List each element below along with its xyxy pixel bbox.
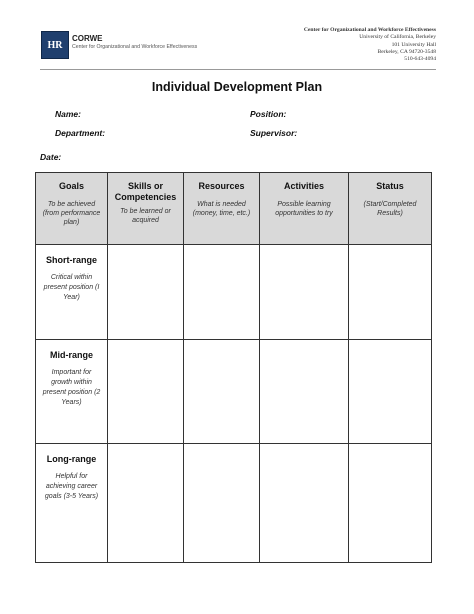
logo-name: CORWE [72,34,103,43]
column-subtitle: Possible learning opportunities to try [275,201,333,217]
row-title: Short-range [45,255,97,265]
header-skills [108,173,184,245]
page-title: Individual Development Plan [151,80,323,94]
row-label [36,245,108,340]
skills-cell[interactable] [108,245,184,340]
header-divider [40,69,436,70]
column-subtitle: To be learned or acquired [120,208,171,224]
address-line: 101 University Hall [391,41,436,48]
address-line: Berkeley, CA 94720-3548 [377,48,436,55]
header-activities [260,173,349,245]
supervisor-label: Supervisor: [250,128,298,138]
status-cell[interactable] [349,245,432,340]
activities-cell[interactable] [260,340,349,444]
table-row-long-range [36,444,432,563]
column-title: Resources [198,181,245,191]
row-label [36,444,108,563]
activities-cell[interactable] [260,444,349,563]
logo-subtitle: Center for Organizational and Workforce Effectiveness [72,44,198,50]
header-resources [184,173,260,245]
row-subtitle: Important for growth within present position (2 Years) [42,369,101,406]
address-line: 510-643-4094 [404,56,436,63]
status-cell[interactable] [349,340,432,444]
header-goals [36,173,108,245]
development-plan-table [35,172,432,563]
table-row-mid-range [36,340,432,444]
logo-mark: HR [41,31,69,59]
resources-cell[interactable] [184,245,260,340]
address-block [304,27,436,63]
address-line: Center for Organizational and Workforce Effectiveness [303,27,436,33]
row-subtitle: Helpful for achieving career goals (3-5 Years) [44,473,99,500]
table-row-short-range [36,245,432,340]
column-subtitle: (Start/Completed Results) [363,201,417,217]
row-subtitle: Critical within present position (I Year) [43,274,100,301]
skills-cell[interactable] [108,340,184,444]
row-label [36,340,108,444]
column-subtitle: To be achieved (from performance plan) [42,201,101,226]
table-header-row [36,173,432,245]
activities-cell[interactable] [260,245,349,340]
resources-cell[interactable] [184,340,260,444]
column-subtitle: What is needed (money, time, etc.) [192,201,251,217]
column-title: Status [376,181,404,191]
address-line: University of California, Berkeley [359,34,436,41]
department-label: Department: [55,128,106,138]
column-title: Activities [283,181,325,191]
column-title: Skills or Competencies [114,181,177,202]
row-title: Mid-range [49,350,93,360]
row-title: Long-range [46,454,97,464]
status-cell[interactable] [349,444,432,563]
name-label: Name: [55,109,81,119]
skills-cell[interactable] [108,444,184,563]
date-label: Date: [40,152,62,162]
column-title: Goals [58,181,84,191]
resources-cell[interactable] [184,444,260,563]
position-label: Position: [250,109,287,119]
header-status [349,173,432,245]
